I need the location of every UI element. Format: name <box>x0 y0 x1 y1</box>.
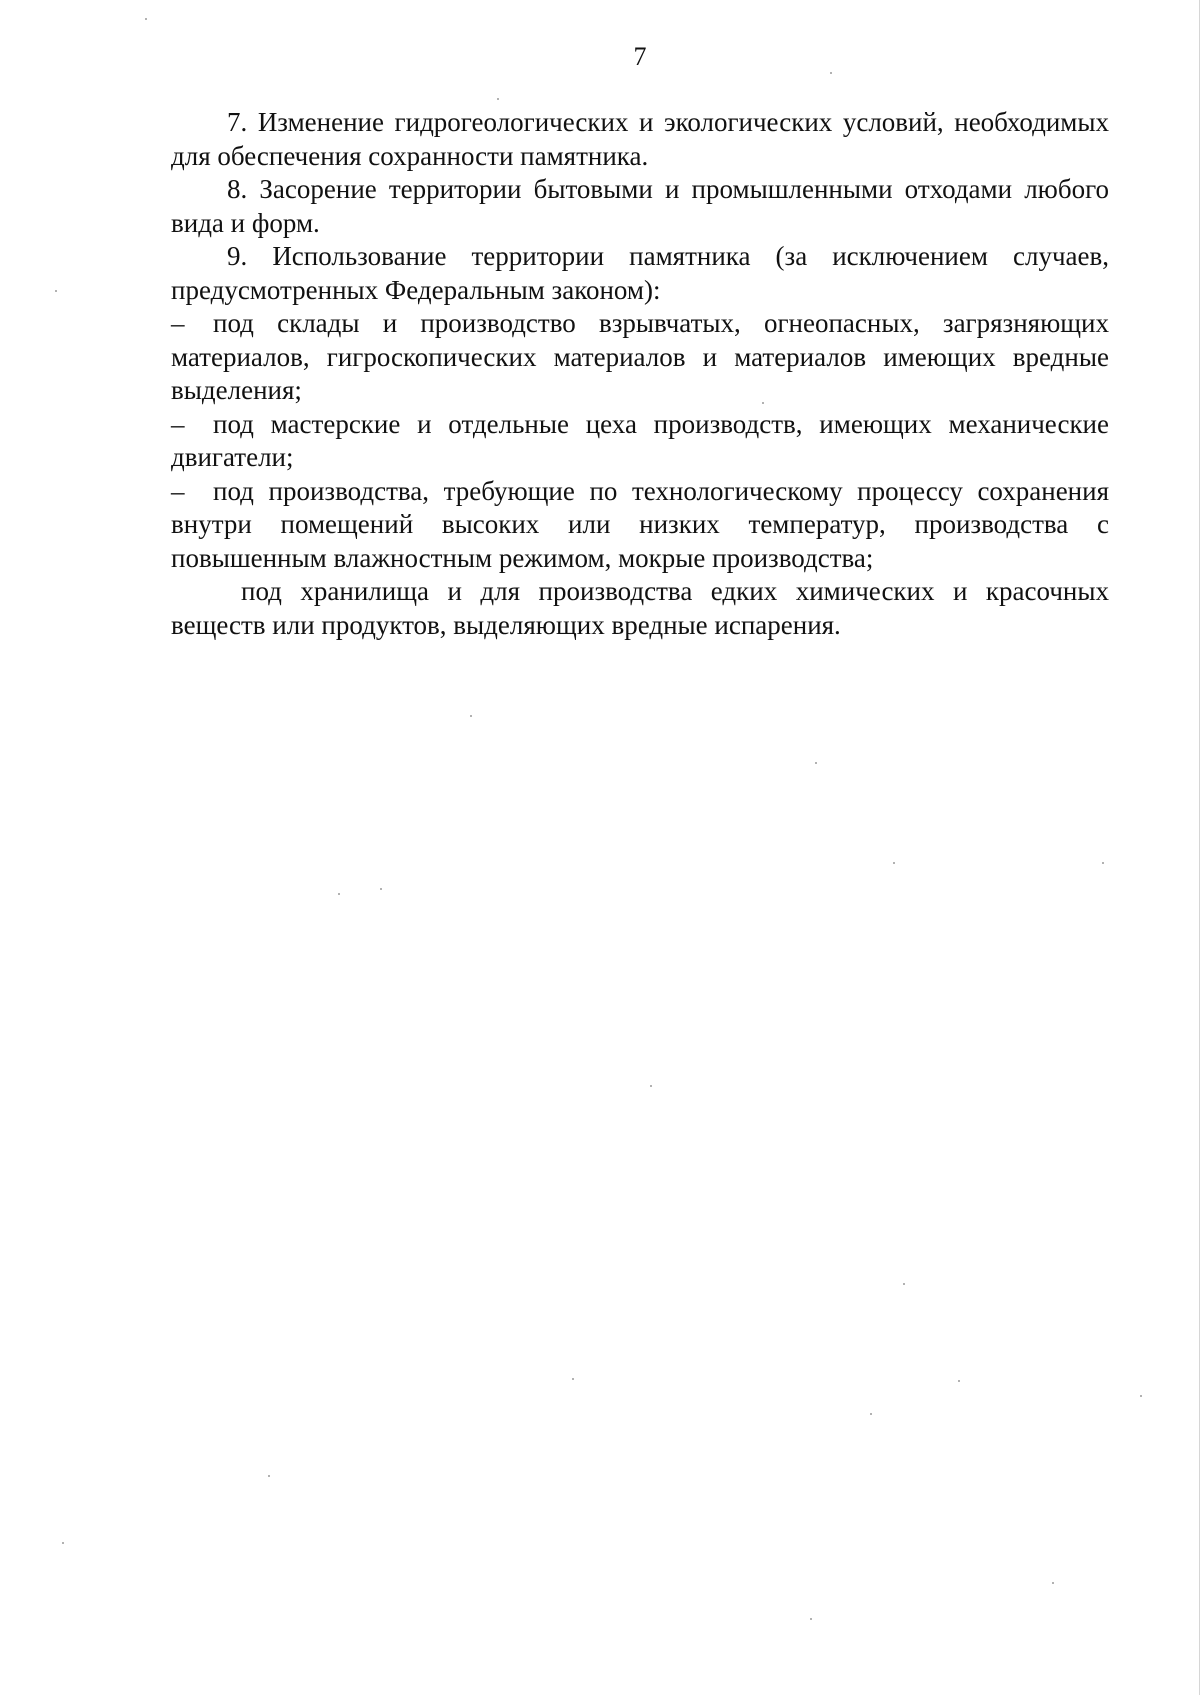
scan-speck <box>650 1085 652 1087</box>
scan-speck <box>1140 1395 1142 1397</box>
paragraph-item-8: 8. Засорение территории бытовыми и промышленными отходами любого вида и форм. <box>171 174 1109 238</box>
list-item <box>171 408 1109 475</box>
page-number: 7 <box>633 42 647 71</box>
paragraph-item-7: 7. Изменение гидрогеологических и экологических условий, необходимых для обеспечения сохранности памятника. <box>171 107 1109 171</box>
list-item-text: под мастерские и отдельные цеха производств, имеющих механические двигатели; <box>171 408 1109 472</box>
dash-marker: – <box>171 475 185 506</box>
scan-speck <box>55 290 57 292</box>
scan-speck <box>810 1618 812 1620</box>
scan-speck <box>497 98 499 100</box>
scan-speck <box>893 862 895 864</box>
document-body <box>171 106 1109 642</box>
scan-speck <box>958 1380 960 1382</box>
scan-speck <box>870 1413 872 1415</box>
scan-speck <box>903 1283 905 1285</box>
scan-speck <box>470 715 472 717</box>
paragraph-item-9: 9. Использование территории памятника (за исключением случаев, предусмотренных Федеральным законом): <box>171 241 1109 305</box>
list-item <box>171 475 1109 576</box>
scan-speck <box>338 893 340 895</box>
list-item-text: под производства, требующие по технологическому процессу сохранения внутри помещений высоких или низких температур, производства с повышенным влажностным режимом, мокрые производства; <box>171 475 1109 573</box>
scan-speck <box>572 1378 574 1380</box>
scan-speck <box>830 72 832 74</box>
list-item <box>171 307 1109 408</box>
scan-speck <box>762 402 764 404</box>
dash-marker: – <box>171 408 185 439</box>
scan-speck <box>380 888 382 890</box>
scan-speck <box>268 1475 270 1477</box>
scan-speck <box>1102 862 1104 864</box>
scan-speck <box>1052 1582 1054 1584</box>
scan-speck <box>145 18 147 20</box>
dash-marker: – <box>171 308 185 338</box>
list-item: под хранилища и для производства едких химических и красочных веществ или продуктов, выделяющих вредные испарения. <box>171 576 1109 640</box>
list-item-text: под склады и производство взрывчатых, огнеопасных, загрязняющих материалов, гигроскопических материалов и материалов имеющих вредные выделения; <box>171 308 1109 405</box>
scan-speck <box>62 1542 64 1544</box>
scan-speck <box>815 762 817 764</box>
